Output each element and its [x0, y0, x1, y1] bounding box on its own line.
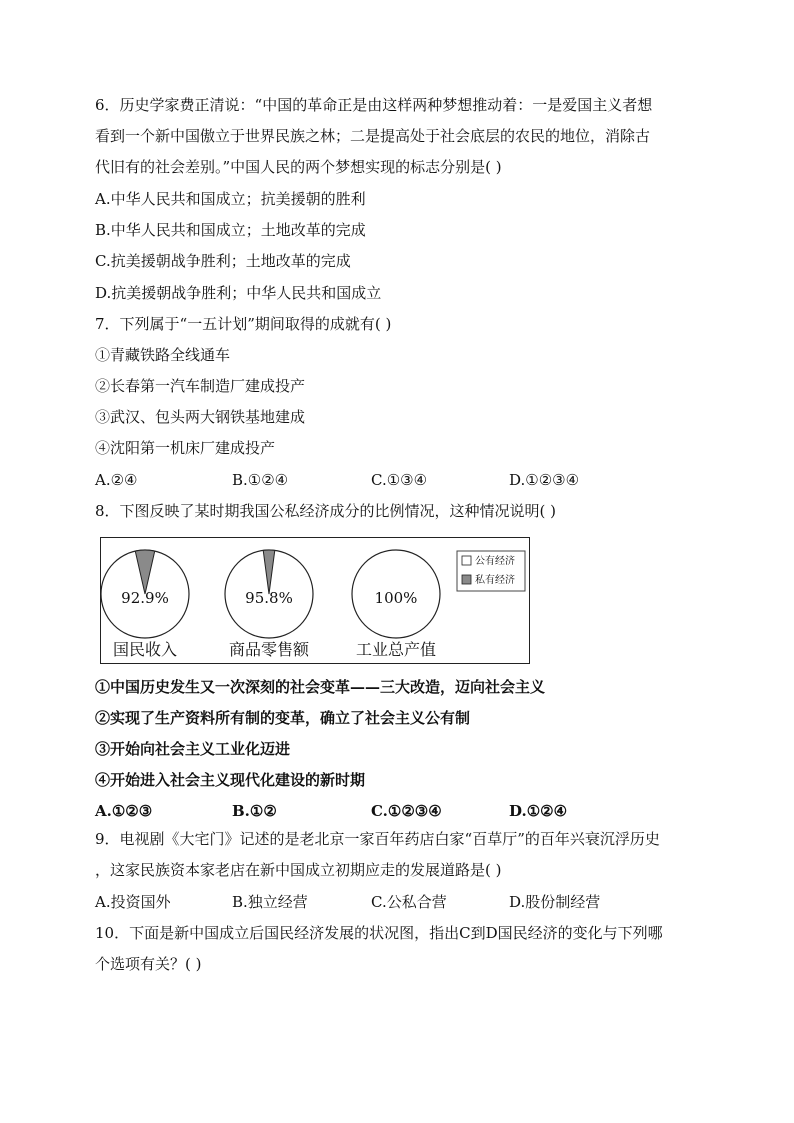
q9-option-c: C.公私合营 — [371, 893, 447, 911]
q8-item-4: ④开始进入社会主义现代化建设的新时期 — [95, 771, 366, 789]
q8-option-d: D.①②④ — [509, 802, 568, 820]
q9-stem-line-1: 9．电视剧《大宅门》记述的是老北京一家百年药店白家“百草厅”的百年兴衰沉浮历史 — [95, 830, 660, 848]
q10-stem-line-2: 个选项有关？( ) — [95, 955, 202, 973]
q6-option-a: A.中华人民共和国成立；抗美援朝的胜利 — [95, 190, 366, 208]
q8-pie-chart — [101, 538, 528, 662]
q8-pie-chart-figure — [100, 537, 530, 664]
q6-option-d: D.抗美援朝战争胜利；中华人民共和国成立 — [95, 284, 382, 302]
q8-stem: 8．下图反映了某时期我国公私经济成分的比例情况，这种情况说明( ) — [95, 502, 557, 520]
q9-option-a: A.投资国外 — [95, 893, 171, 911]
q7-option-a: A.②④ — [95, 471, 138, 489]
q7-item-2: ②长春第一汽车制造厂建成投产 — [95, 377, 306, 395]
q7-item-1: ①青藏铁路全线通车 — [95, 346, 231, 364]
q8-item-2: ②实现了生产资料所有制的变革，确立了社会主义公有制 — [95, 709, 471, 727]
q7-stem: 7．下列属于“一五计划”期间取得的成就有( ) — [95, 315, 392, 333]
q8-item-3: ③开始向社会主义工业化迈进 — [95, 740, 291, 758]
q8-option-b: B.①② — [232, 802, 277, 820]
legend-swatch-private — [462, 575, 471, 584]
q7-option-c: C.①③④ — [371, 471, 428, 489]
q8-option-a: A.①②③ — [95, 802, 153, 820]
q9-stem-line-2: ，这家民族资本家老店在新中国成立初期应走的发展道路是( ) — [95, 861, 502, 879]
q8-item-1: ①中国历史发生又一次深刻的社会变革——三大改造，迈向社会主义 — [95, 678, 546, 696]
q9-option-d: D.股份制经营 — [509, 893, 601, 911]
pie-value-label-1: 92.9% — [121, 589, 169, 607]
q6-stem-line-3: 代旧有的社会差别。”中国人民的两个梦想实现的标志分别是( ) — [95, 158, 502, 176]
q6-stem-line-1: 6．历史学家费正清说：“中国的革命正是由这样两种梦想推动着：一是爱国主义者想 — [95, 96, 653, 114]
pie-category-label-1: 国民收入 — [112, 640, 178, 659]
q6-stem-line-2: 看到一个新中国傲立于世界民族之林；二是提高处于社会底层的农民的地位，消除古 — [95, 127, 651, 145]
q10-stem-line-1: 10．下面是新中国成立后国民经济发展的状况图，指出C到D国民经济的变化与下列哪 — [95, 924, 663, 942]
q6-option-c: C.抗美援朝战争胜利；土地改革的完成 — [95, 252, 351, 270]
q8-options — [95, 801, 655, 821]
q6-option-b: B.中华人民共和国成立；土地改革的完成 — [95, 221, 366, 239]
q7-option-d: D.①②③④ — [509, 471, 580, 489]
q7-options — [95, 470, 655, 490]
pie-value-label-2: 95.8% — [245, 589, 293, 607]
q9-option-b: B.独立经营 — [232, 893, 308, 911]
q9-options — [95, 892, 655, 912]
pie-category-label-3: 工业总产值 — [355, 640, 437, 659]
legend-label-private: 私有经济 — [475, 575, 515, 586]
legend-label-public: 公有经济 — [475, 556, 515, 567]
q7-option-b: B.①②④ — [232, 471, 289, 489]
pie-category-label-2: 商品零售额 — [228, 640, 310, 659]
q8-option-c: C.①②③④ — [371, 802, 442, 820]
legend-swatch-public — [462, 556, 471, 565]
q7-item-3: ③武汉、包头两大钢铁基地建成 — [95, 408, 306, 426]
q7-item-4: ④沈阳第一机床厂建成投产 — [95, 439, 276, 457]
pie-value-label-3: 100% — [374, 589, 418, 607]
